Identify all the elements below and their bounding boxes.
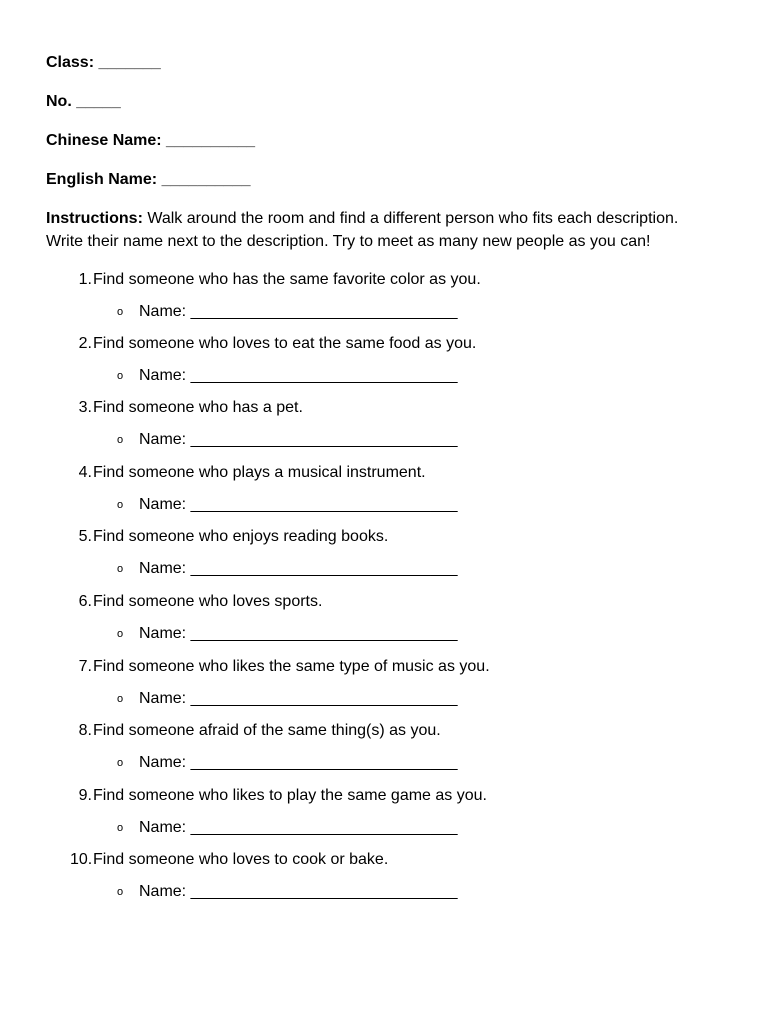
class-blank: _______ xyxy=(98,54,161,71)
list-item xyxy=(0,592,768,652)
answer-line xyxy=(117,366,458,386)
item-description: Find someone who has a pet. xyxy=(93,399,303,416)
item-description: Find someone who likes to play the same game as you. xyxy=(93,787,487,804)
bullet-icon: o xyxy=(117,306,124,318)
bullet-icon: o xyxy=(117,370,124,382)
english-name-blank: __________ xyxy=(161,171,251,188)
list-item xyxy=(0,721,768,781)
list-item xyxy=(0,334,768,394)
item-number: 10. xyxy=(70,851,93,868)
item-description: Find someone who enjoys reading books. xyxy=(93,528,389,545)
item-number: 8. xyxy=(78,722,92,739)
answer-blank: Name: ______________________________ xyxy=(139,883,458,900)
answer-line xyxy=(117,753,458,773)
number-label: No. xyxy=(46,93,72,110)
list-item xyxy=(0,657,768,717)
number-field xyxy=(46,92,121,112)
bullet-icon: o xyxy=(117,757,124,769)
answer-blank: Name: ______________________________ xyxy=(139,560,458,577)
bullet-icon: o xyxy=(117,886,124,898)
item-number: 7. xyxy=(78,658,92,675)
chinese-name-blank: __________ xyxy=(166,132,256,149)
item-number: 2. xyxy=(78,335,92,352)
answer-line xyxy=(117,882,458,902)
chinese-name-label: Chinese Name: xyxy=(46,132,162,149)
item-description: Find someone who likes the same type of music as you. xyxy=(93,658,490,675)
item-description: Find someone who has the same favorite color as you. xyxy=(93,271,481,288)
list-item xyxy=(0,786,768,846)
answer-line xyxy=(117,624,458,644)
item-description: Find someone who loves to eat the same food as you. xyxy=(93,335,477,352)
answer-blank: Name: ______________________________ xyxy=(139,303,458,320)
item-number: 4. xyxy=(78,464,92,481)
bullet-icon: o xyxy=(117,628,124,640)
answer-blank: Name: ______________________________ xyxy=(139,367,458,384)
answer-blank: Name: ______________________________ xyxy=(139,496,458,513)
item-description: Find someone who loves to cook or bake. xyxy=(93,851,389,868)
instructions-lead: Instructions: xyxy=(46,210,143,227)
answer-blank: Name: ______________________________ xyxy=(139,819,458,836)
answer-line xyxy=(117,559,458,579)
answer-blank: Name: ______________________________ xyxy=(139,431,458,448)
english-name-field xyxy=(46,170,251,190)
answer-line xyxy=(117,302,458,322)
bullet-icon: o xyxy=(117,563,124,575)
list-item xyxy=(0,270,768,330)
number-blank: _____ xyxy=(76,93,121,110)
item-description: Find someone afraid of the same thing(s) as you. xyxy=(93,722,441,739)
item-number: 1. xyxy=(78,271,92,288)
answer-blank: Name: ______________________________ xyxy=(139,625,458,642)
english-name-label: English Name: xyxy=(46,171,158,188)
answer-line xyxy=(117,495,458,515)
class-label: Class: xyxy=(46,54,95,71)
item-number: 5. xyxy=(78,528,92,545)
bullet-icon: o xyxy=(117,693,124,705)
bullet-icon: o xyxy=(117,434,124,446)
item-description: Find someone who loves sports. xyxy=(93,593,323,610)
instructions-line-2: Write their name next to the description. Try to meet as many new people as you can! xyxy=(46,233,651,250)
instructions-line-1: Walk around the room and find a different person who fits each description. xyxy=(142,210,679,227)
bullet-icon: o xyxy=(117,822,124,834)
list-item xyxy=(0,398,768,458)
bullet-icon: o xyxy=(117,499,124,511)
answer-blank: Name: ______________________________ xyxy=(139,690,458,707)
answer-blank: Name: ______________________________ xyxy=(139,754,458,771)
instructions-paragraph xyxy=(46,207,736,253)
list-item xyxy=(0,463,768,523)
item-number: 3. xyxy=(78,399,92,416)
list-item xyxy=(0,850,768,910)
item-description: Find someone who plays a musical instrument. xyxy=(93,464,426,481)
list-item xyxy=(0,527,768,587)
item-number: 6. xyxy=(78,593,92,610)
answer-line xyxy=(117,430,458,450)
chinese-name-field xyxy=(46,131,255,151)
item-number: 9. xyxy=(78,787,92,804)
answer-line xyxy=(117,818,458,838)
class-field xyxy=(46,53,161,73)
answer-line xyxy=(117,689,458,709)
